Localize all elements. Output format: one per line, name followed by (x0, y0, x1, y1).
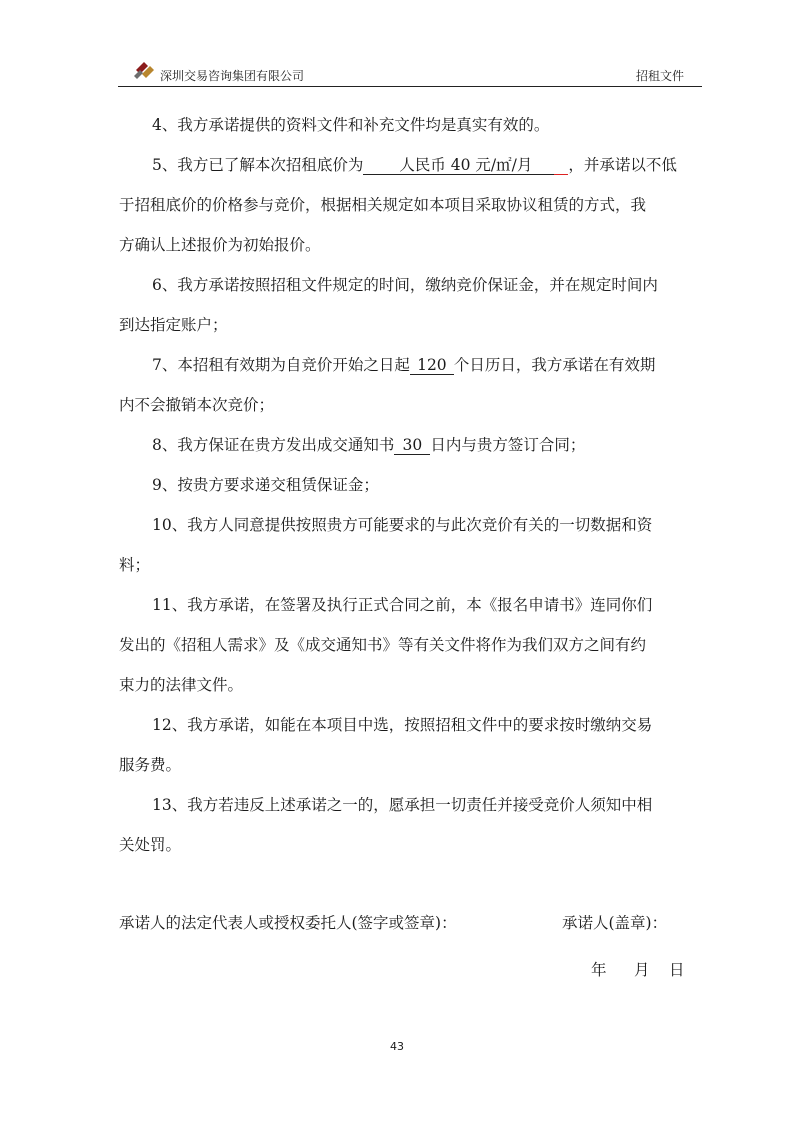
item-11-line-2: 发出的《招租人需求》及《成交通知书》等有关文件将作为我们双方之间有约 (119, 636, 647, 654)
item-10-line-1: 10、我方人同意提供按照贵方可能要求的与此次竞价有关的一切数据和资 (152, 516, 653, 534)
company-name: 深圳交易咨询集团有限公司 (160, 69, 305, 83)
item-8-text-cont: 日内与贵方签订合同； (430, 436, 586, 454)
item-13-line-2: 关处罚。 (119, 836, 182, 854)
item-6-line-2: 到达指定账户； (119, 316, 228, 334)
document-type: 招租文件 (635, 69, 684, 83)
item-12-line-2: 服务费。 (119, 756, 182, 774)
date-day: 日 (669, 961, 685, 979)
item-8 (152, 435, 585, 455)
item-11-line-1: 11、我方承诺，在签署及执行正式合同之前，本《报名申请书》连同你们 (152, 596, 653, 614)
validity-days-field: 120 (410, 356, 454, 375)
item-11-line-3: 束力的法律文件。 (119, 676, 244, 694)
item-5-line-2: 于招租底价的价格参与竞价，根据相关规定如本项目采取协议租赁的方式，我 (119, 196, 647, 214)
item-6-line-1: 6、我方承诺按照招租文件规定的时间，缴纳竞价保证金，并在规定时间内 (152, 276, 658, 294)
date-month: 月 (634, 961, 650, 979)
item-5-text-cont: ，并承诺以不低 (568, 156, 677, 174)
company-logo-icon (132, 56, 158, 82)
date-year: 年 (591, 961, 607, 979)
item-7-text: 7、本招租有效期为自竞价开始之日起 (152, 356, 410, 374)
item-7-line-2: 内不会撤销本次竞价； (119, 396, 275, 414)
item-9: 9、按贵方要求递交租赁保证金； (152, 476, 379, 494)
representative-signature-label: 承诺人的法定代表人或授权委托人(签字或签章)： (119, 914, 457, 932)
seal-label: 承诺人(盖章)： (562, 914, 668, 932)
item-7-line-1 (152, 355, 655, 375)
item-10-line-2: 料； (119, 556, 151, 574)
base-price-field: 人民币 40 元/㎡/月 (363, 156, 568, 175)
item-5-text: 5、我方已了解本次招租底价为 (152, 156, 364, 174)
page-header (118, 56, 702, 87)
item-4: 4、我方承诺提供的资料文件和补充文件均是真实有效的。 (152, 116, 550, 134)
item-13-line-1: 13、我方若违反上述承诺之一的，愿承担一切责任并接受竞价人须知中相 (152, 796, 653, 814)
page-number: 43 (390, 1040, 404, 1053)
item-12-line-1: 12、我方承诺，如能在本项目中选，按照招租文件中的要求按时缴纳交易 (152, 716, 653, 734)
item-7-text-cont: 个日历日，我方承诺在有效期 (453, 356, 656, 374)
item-5-line-3: 方确认上述报价为初始报价。 (119, 236, 321, 254)
contract-days-field: 30 (394, 436, 430, 455)
item-8-text: 8、我方保证在贵方发出成交通知书 (152, 436, 395, 454)
item-5-line-1 (152, 155, 677, 175)
